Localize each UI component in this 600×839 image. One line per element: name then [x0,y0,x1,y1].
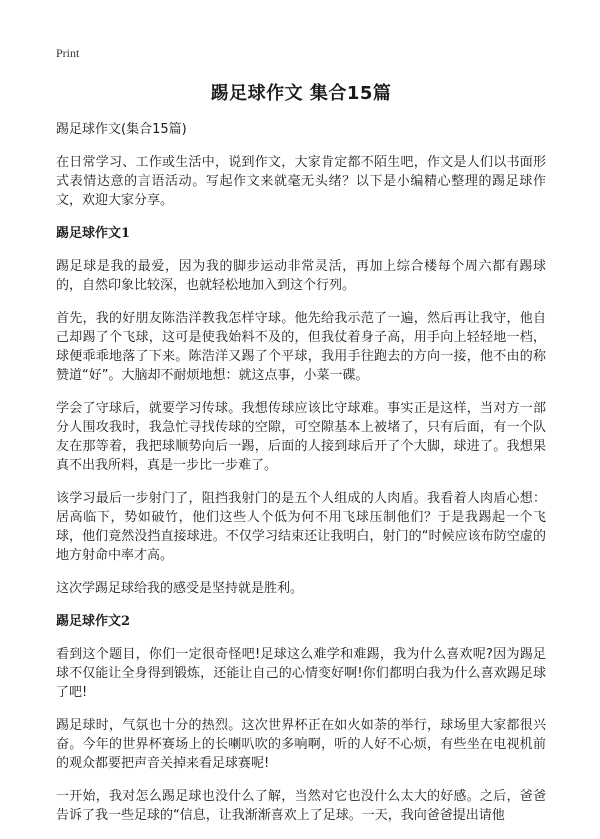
paragraph: 首先，我的好朋友陈浩洋教我怎样守球。他先给我示范了一遍，然后再让我守，他自己却踢了个飞球，这可是使我始料不及的，但我仗着身子高，用手向上轻轻地一档，球便乖乖地落了下来。陈浩洋又踢了个平球，我用手往跑去的方向一接，他不由的称赞道“好”。大脑却不耐烦地想：就这点事，小菜一碟。 [56,311,546,383]
paragraph: 这次学踢足球给我的感受是坚持就是胜利。 [56,581,304,596]
paragraph: 该学习最后一步射门了，阻挡我射门的是五个人组成的人肉盾。我看着人肉盾心想：居高临下，势如破竹，他们这些人个低为何不用飞球压制他们？于是我踢起一个飞球，他们竟然没挡直接球进。不仅学习结束还让我明白，射门的“时候应该布防空虚的地方射命中率才高。 [56,491,546,563]
intro-paragraph: 在日常学习、工作或生活中，说到作文，大家肯定都不陌生吧，作文是人们以书面形式表情达意的言语活动。写起作文来就毫无头绪？以下是小编精心整理的踢足球作文，欢迎大家分享。 [56,155,546,208]
essay-section [56,612,546,825]
paragraph: 踢足球时，气氛也十分的热烈。这次世界杯正在如火如荼的举行，球场里大家都很兴奋。今年的世界杯赛场上的长喇叭吹的多响啊，听的人好不心烦，有些坐在电视机前的观众都要把声音关掉来看足球赛呢! [56,718,546,771]
print-link[interactable]: Print [56,46,80,60]
paragraph: 一开始，我对怎么踢足球也没什么了解，当然对它也没什么太大的好感。之后，爸爸告诉了我一些足球的“信息，让我渐渐喜欢上了足球。一天，我向爸爸提出请他 [56,789,546,823]
document-subtitle: 踢足球作文(集合15篇) [56,122,187,137]
essay-section [56,224,546,598]
section-heading: 踢足球作文2 [56,614,131,629]
document-title: 踢足球作文 集合15篇 [210,83,392,104]
paragraph: 学会了守球后，就要学习传球。我想传球应该比守球难。事实正是这样，当对方一部分人围攻我时，我急忙寻找传球的空隙，可空隙基本上被堵了，只有后面，有一个队友在那等着，我把球顺势向后一踢，后面的人接到球后开了个大脚，球进了。我想果真不出我所料，真是一步比一步难了。 [56,401,546,473]
section-heading: 踢足球作文1 [56,226,131,241]
paragraph: 踢足球是我的最爱，因为我的脚步运动非常灵活，再加上综合楼每个周六都有踢球的，自然印象比较深，也就轻松地加入到这个行列。 [56,259,546,293]
document-body [56,120,546,839]
paragraph: 看到这个题目，你们一定很奇怪吧!足球这么难学和难踢，我为什么喜欢呢?因为踢足球不仅能让全身得到锻炼，还能让自己的心情变好啊!你们都明白我为什么喜欢踢足球了吧! [56,647,546,700]
